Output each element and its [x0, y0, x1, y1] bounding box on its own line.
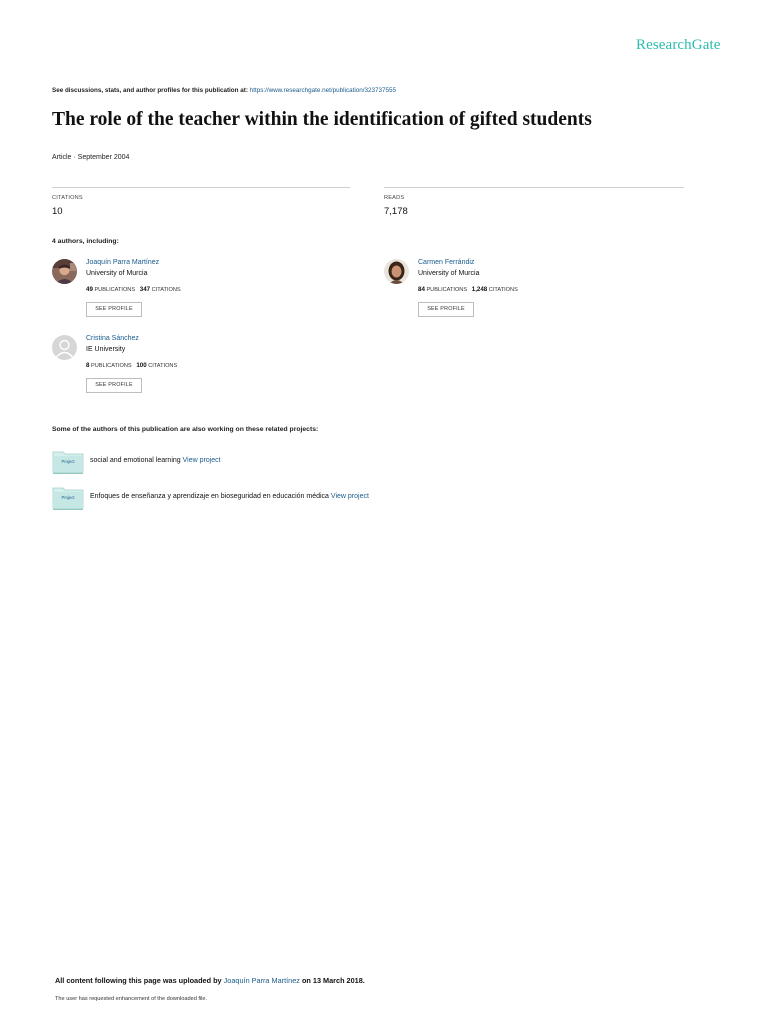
- uploader-link[interactable]: Joaquín Parra Martínez: [223, 976, 300, 985]
- citations-label: CITATIONS: [52, 195, 83, 201]
- author-photo-icon[interactable]: [52, 259, 77, 284]
- citations-count: 347: [139, 286, 151, 293]
- project-name: Enfoques de enseñanza y aprendizaje en bioseguridad en educación médica: [90, 493, 329, 500]
- stats-divider-right: [384, 187, 684, 188]
- author-card: [52, 335, 332, 395]
- folder-label: Project: [61, 459, 75, 464]
- enhancement-note: The user has requested enhancement of the downloaded file.: [55, 996, 208, 1002]
- upload-prefix: All content following this page was uploaded by: [55, 976, 222, 985]
- see-profile-button[interactable]: SEE PROFILE: [418, 302, 474, 317]
- author-stats: [86, 286, 181, 293]
- author-name-link[interactable]: Cristina Sánchez: [86, 335, 139, 342]
- project-item: [52, 450, 452, 474]
- folder-icon: [52, 486, 84, 510]
- publication-title: The role of the teacher within the identification of gifted students: [52, 109, 592, 130]
- publication-meta: Article · September 2004: [52, 154, 130, 161]
- citations-count: 1,248: [471, 286, 488, 293]
- upload-suffix: on 13 March 2018.: [301, 976, 365, 985]
- publications-label: PUBLICATIONS: [91, 363, 132, 369]
- author-photo-icon[interactable]: [384, 259, 409, 284]
- citations-label: CITATIONS: [148, 363, 178, 369]
- folder-icon: [52, 450, 84, 474]
- project-title: [90, 493, 369, 500]
- folder-label: Project: [61, 495, 75, 500]
- author-stats: [86, 362, 177, 369]
- author-card: [384, 259, 664, 319]
- reads-value: 7,178: [384, 206, 408, 217]
- project-item: [52, 486, 472, 510]
- publications-label: PUBLICATIONS: [426, 287, 468, 293]
- citations-count: 100: [136, 362, 147, 369]
- default-user-icon[interactable]: [52, 335, 77, 360]
- reads-label: READS: [384, 195, 405, 201]
- project-name: social and emotional learning: [90, 457, 181, 464]
- see-profile-button[interactable]: SEE PROFILE: [86, 378, 142, 393]
- citations-value: 10: [52, 206, 63, 217]
- stats-divider-left: [52, 187, 350, 188]
- view-project-link[interactable]: View project: [182, 457, 221, 464]
- see-profile-button[interactable]: SEE PROFILE: [86, 302, 142, 317]
- researchgate-logo[interactable]: ResearchGate: [636, 37, 721, 53]
- author-card: [52, 259, 332, 319]
- project-title: [90, 457, 221, 464]
- citations-label: CITATIONS: [488, 287, 518, 293]
- publication-url-link[interactable]: https://www.researchgate.net/publication/323737555: [249, 87, 397, 94]
- author-name-link[interactable]: Carmen Ferrándiz: [418, 259, 475, 266]
- citations-label: CITATIONS: [151, 287, 181, 293]
- publications-label: PUBLICATIONS: [94, 287, 136, 293]
- author-stats: [418, 286, 518, 293]
- publications-count: 84: [418, 286, 425, 293]
- publications-count: 49: [86, 286, 93, 293]
- author-institution: University of Murcia: [418, 270, 480, 277]
- author-name-link[interactable]: Joaquín Parra Martínez: [86, 259, 160, 266]
- publications-count: 8: [86, 362, 90, 369]
- source-note-text: See discussions, stats, and author profiles for this publication at:: [52, 87, 248, 94]
- upload-note: [55, 976, 365, 985]
- related-projects-intro: Some of the authors of this publication are also working on these related projects:: [52, 426, 319, 433]
- view-project-link[interactable]: View project: [330, 493, 369, 500]
- author-institution: University of Murcia: [86, 270, 148, 277]
- author-institution: IE University: [86, 346, 126, 353]
- authors-intro: 4 authors, including:: [52, 238, 119, 245]
- publication-source-note: [52, 87, 396, 94]
